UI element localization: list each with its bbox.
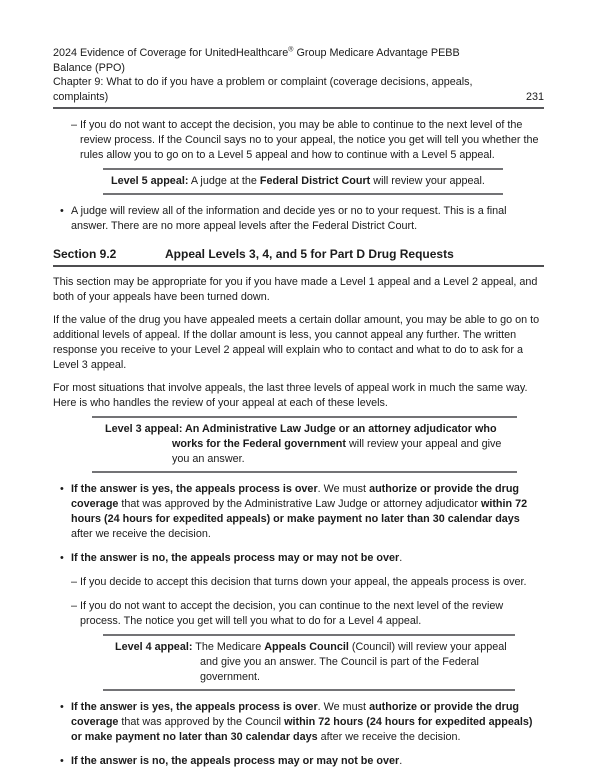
level3-appeal-text: Level 3 appeal: An Administrative Law Judge or an attorney adjudicator who works for the Federal government will review your appeal and give you an answer. [105, 423, 502, 465]
level4-appeal-text: Level 4 appeal: The Medicare Appeals Council (Council) will review your appeal and give you an answer. The Council is part of the Federal government. [115, 641, 507, 683]
list-item-text: If you decide to accept this decision that turns down your appeal, the appeals process is over. [80, 576, 527, 588]
list-item-bullet-l4-no [60, 754, 544, 769]
list-item-text: If the answer is yes, the appeals process is over. We must authorize or provide the drug coverage that was approved by the Administrative Law Judge or attorney adjudicator within 72 hours (24 hours for expedited appeals) or make payment no later than 30 calendar days after we receive the decision. [71, 483, 528, 540]
header-line-3: Chapter 9: What to do if you have a problem or complaint (coverage decisions, appeals, [53, 76, 473, 88]
header-line-2: Balance (PPO) [53, 61, 126, 74]
header-rule [53, 107, 544, 109]
dash-marker: – [71, 576, 78, 588]
bullet-marker: • [60, 552, 64, 564]
list-item-text: If the answer is no, the appeals process may or may not be over. [71, 552, 403, 564]
bullet-marker: • [60, 701, 64, 713]
paragraph-2: If the value of the drug you have appealed meets a certain dollar amount, you may be able to go on to additional levels of appeal. If the dollar amount is less, you cannot appeal any further. The written response you receive to your Level 2 appeal will explain who to contact and what to do to ask for a Level 3 appeal. [53, 314, 540, 371]
bullet-marker: • [60, 755, 64, 767]
list-item-text: If the answer is no, the appeals process may or may not be over. [71, 755, 403, 767]
dash-marker: – [71, 600, 78, 612]
paragraph-3: For most situations that involve appeals, the last three levels of appeal work in much the same way. Here is who handles the review of your appeal at each of these levels. [53, 382, 528, 409]
bullet-marker: • [60, 205, 64, 217]
list-item-text: A judge will review all of the information and decide yes or no to your request. This is a final answer. There are no more appeal levels after the Federal District Court. [71, 205, 507, 232]
section-heading [53, 247, 544, 262]
header-line-1: 2024 Evidence of Coverage for UnitedHealthcare® Group Medicare Advantage PEBB [53, 46, 460, 59]
section-number: Section 9.2 [53, 247, 117, 261]
list-item-dash-continue [71, 599, 544, 629]
list-item-dash-level5-continue [71, 118, 544, 163]
list-item-bullet-l3-yes [60, 482, 544, 542]
list-item-bullet-judge-review [60, 204, 544, 234]
page-header [53, 46, 544, 104]
level5-appeal-box [103, 168, 503, 195]
section-title: Appeal Levels 3, 4, and 5 for Part D Drug Requests [165, 247, 454, 261]
page-number: 231 [525, 90, 544, 103]
list-item-text: If you do not want to accept the decision, you may be able to continue to the next level of the review process. If the Council says no to your appeal, the notice you get will tell you whether the rules allow you to go on to a Level 5 appeal and how to continue with a Level 5 appeal. [80, 119, 539, 161]
list-item-text: If you do not want to accept the decision, you can continue to the next level of the review process. The notice you get will tell you what to do for a Level 4 appeal. [80, 600, 504, 627]
bullet-marker: • [60, 483, 64, 495]
list-item-text: If the answer is yes, the appeals process is over. We must authorize or provide the drug coverage that was approved by the Council within 72 hours (24 hours for expedited appeals) or make payment no later than 30 calendar days after we receive the decision. [71, 701, 533, 743]
level4-appeal-box [103, 634, 515, 691]
dash-marker: – [71, 119, 78, 131]
level3-appeal-box [92, 416, 517, 473]
list-item-dash-accept [71, 575, 544, 590]
section-heading-rule [53, 265, 544, 267]
header-text [53, 46, 473, 104]
paragraph-1: This section may be appropriate for you if you have made a Level 1 appeal and a Level 2 appeal, and both of your appeals have been turned down. [53, 276, 538, 303]
header-line-4: complaints) [53, 90, 109, 103]
list-item-bullet-l3-no [60, 551, 544, 566]
list-item-bullet-l4-yes [60, 700, 544, 745]
level5-appeal-text: Level 5 appeal: A judge at the Federal District Court will review your appeal. [111, 175, 485, 187]
